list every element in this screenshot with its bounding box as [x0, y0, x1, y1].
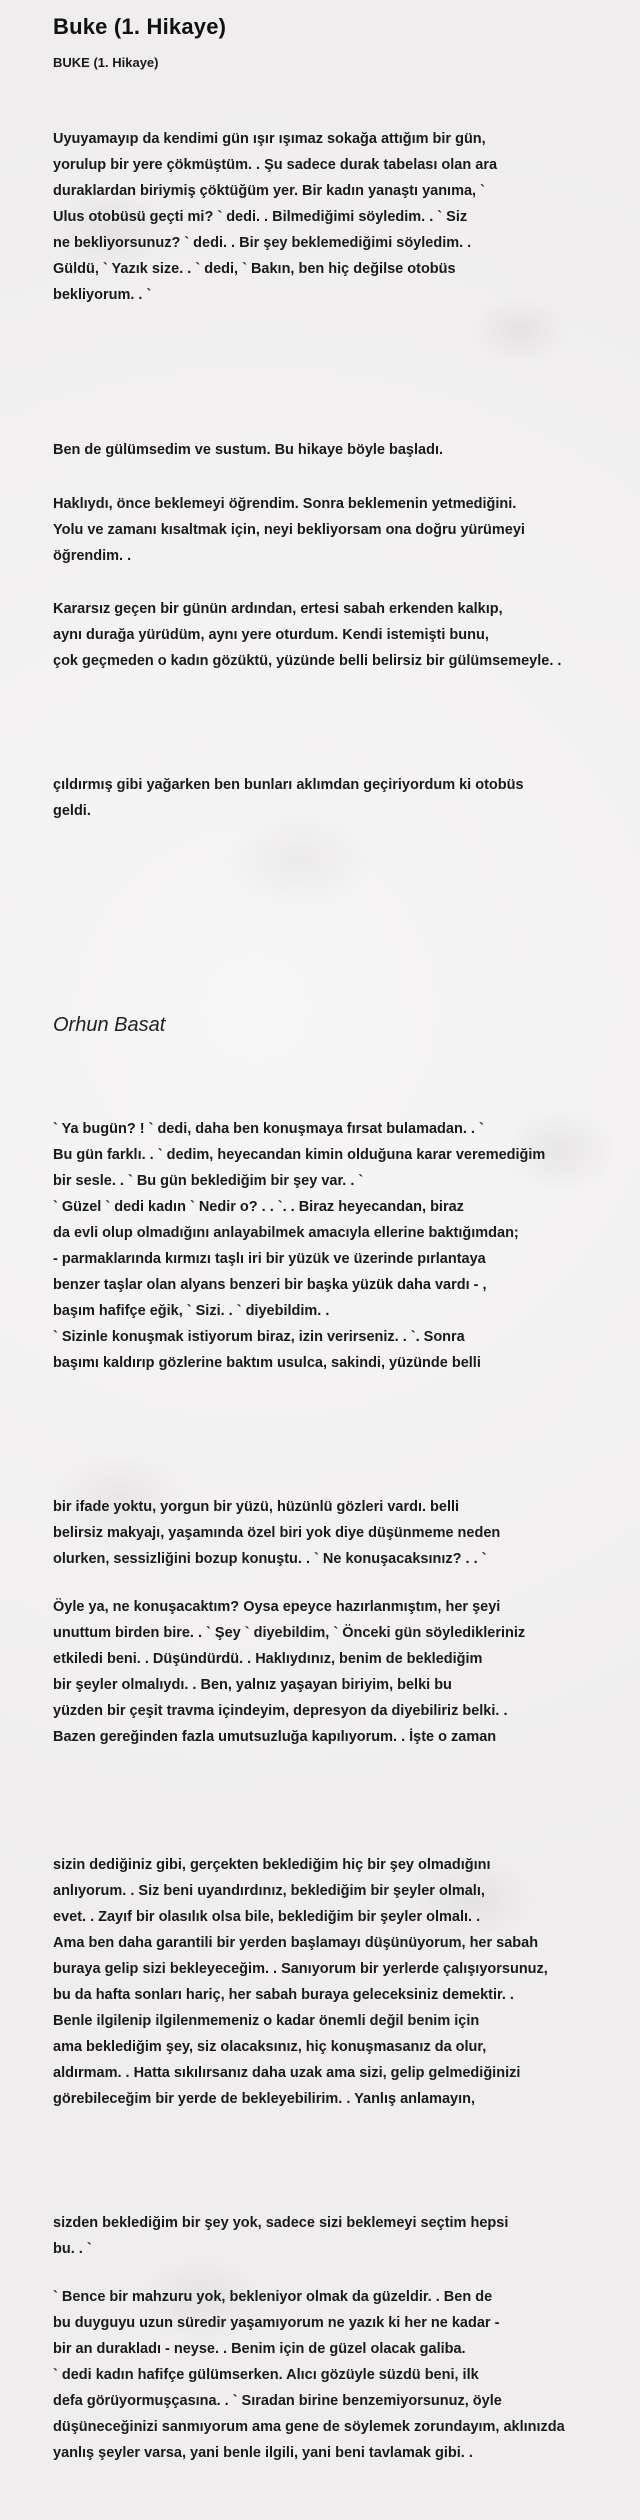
text-line: başımı kaldırıp gözlerine baktım usulca, sakindi, yüzünde belli	[53, 1355, 481, 1371]
text-line: öğrendim. .	[53, 548, 132, 564]
text-line: - parmaklarında kırmızı taşlı iri bir yüzük ve üzerinde pırlantaya	[53, 1251, 486, 1267]
text-line: defa görüyormuşçasına. . ` Sıradan birine benzemiyorsunuz, öyle	[53, 2393, 502, 2409]
paragraph	[53, 491, 623, 569]
text-line: bir an durakladı - neyse. . Benim için de güzel olacak galiba.	[53, 2341, 466, 2357]
text-line: buraya gelip sizi bekleyeceğim. . Sanıyorum bir yerlerde çalışıyorsunuz,	[53, 1961, 548, 1977]
text-line: Kararsız geçen bir günün ardından, ertesi sabah erkenden kalkıp,	[53, 601, 503, 617]
text-line: yüzden bir çeşit travma içindeyim, depresyon da diyebiliriz belki. .	[53, 1703, 508, 1719]
text-line: Yolu ve zamanı kısaltmak için, neyi bekliyorsam ona doğru yürümeyi	[53, 522, 525, 538]
paragraph	[53, 1494, 623, 1572]
text-line: olurken, sessizliğini bozup konuştu. . ` Ne konuşacaksınız? . . `	[53, 1551, 487, 1567]
text-line: yorulup bir yere çökmüştüm. . Şu sadece durak tabelası olan ara	[53, 157, 498, 173]
paragraph	[53, 1852, 623, 2112]
page-title: Buke (1. Hikaye)	[53, 14, 227, 39]
text-line: unuttum birden bire. . ` Şey ` diyebildim, ` Önceki gün söyledikleriniz	[53, 1625, 526, 1641]
paragraph	[53, 437, 623, 463]
text-line: evet. . Zayıf bir olasılık olsa bile, beklediğim bir şeyler olmalı. .	[53, 1909, 481, 1925]
text-line: etkiledi beni. . Düşündürdü. . Haklıydınız, benim de beklediğim	[53, 1651, 483, 1667]
text-line: da evli olup olmadığını anlayabilmek amacıyla ellerine baktığımdan;	[53, 1225, 519, 1241]
paragraph	[53, 2284, 623, 2466]
text-line: Öyle ya, ne konuşacaktım? Oysa epeyce hazırlanmıştım, her şeyi	[53, 1599, 501, 1615]
text-line: aldırmam. . Hatta sıkılırsanız daha uzak ama sizi, gelip gelmediğinizi	[53, 2065, 521, 2081]
text-line: belirsiz makyajı, yaşamında özel biri yok diye düşünmeme neden	[53, 1525, 501, 1541]
text-line: duraklardan biriymiş çöktüğüm yer. Bir kadın yanaştı yanıma, `	[53, 183, 485, 199]
text-line: çıldırmış gibi yağarken ben bunları aklımdan geçiriyordum ki otobüs	[53, 777, 524, 793]
text-line: ` dedi kadın hafifçe gülümserken. Alıcı gözüyle süzdü beni, ilk	[53, 2367, 479, 2383]
text-line: Bu gün farklı. . ` dedim, heyecandan kimin olduğuna karar veremediğim	[53, 1147, 546, 1163]
text-line: ` Sizinle konuşmak istiyorum biraz, izin verirseniz. . `. Sonra	[53, 1329, 465, 1345]
text-line: bekliyorum. . `	[53, 287, 152, 303]
text-line: bu. . `	[53, 2241, 92, 2257]
text-line: Haklıydı, önce beklemeyi öğrendim. Sonra beklemenin yetmediğini.	[53, 496, 517, 512]
text-line: çok geçmeden o kadın gözüktü, yüzünde belli belirsiz bir gülümsemeyle. .	[53, 653, 562, 669]
text-line: ` Ya bugün? ! ` dedi, daha ben konuşmaya fırsat bulamadan. . `	[53, 1121, 484, 1137]
text-line: bir şeyler olmalıydı. . Ben, yalnız yaşayan biriyim, belki bu	[53, 1677, 452, 1693]
text-line: Ben de gülümsedim ve sustum. Bu hikaye böyle başladı.	[53, 442, 443, 458]
text-line: görebileceğim bir yerde de bekleyebilirim. . Yanlış anlamayın,	[53, 2091, 476, 2107]
text-line: bir ifade yoktu, yorgun bir yüzü, hüzünlü gözleri vardı. belli	[53, 1499, 460, 1515]
paragraph	[53, 2210, 623, 2262]
text-line: sizden beklediğim bir şey yok, sadece sizi beklemeyi seçtim hepsi	[53, 2215, 509, 2231]
text-line: ` Güzel ` dedi kadın ` Nedir o? . . `. . Biraz heyecandan, biraz	[53, 1199, 464, 1215]
text-line: bu da hafta sonları hariç, her sabah buraya geleceksiniz demektir. .	[53, 1987, 514, 2003]
paragraph	[53, 126, 623, 308]
text-line: Benle ilgilenip ilgilenmemeniz o kadar önemli değil benim için	[53, 2013, 480, 2029]
text-line: bir sesle. . ` Bu gün beklediğim bir şey var. . `	[53, 1173, 364, 1189]
text-line: Ama ben daha garantili bir yerden başlamayı düşünüyorum, her sabah	[53, 1935, 539, 1951]
paragraph	[53, 596, 623, 674]
text-line: aynı durağa yürüdüm, aynı yere oturdum. Kendi istemişti bunu,	[53, 627, 489, 643]
text-line: Güldü, ` Yazık size. . ` dedi, ` Bakın, ben hiç değilse otobüs	[53, 261, 456, 277]
story-subtitle: BUKE (1. Hikaye)	[53, 55, 159, 70]
text-line: ne bekliyorsunuz? ` dedi. . Bir şey beklemediğimi söyledim. .	[53, 235, 472, 251]
text-line: Uyuyamayıp da kendimi gün ışır ışımaz sokağa attığım bir gün,	[53, 131, 486, 147]
text-line: yanlış şeyler varsa, yani benle ilgili, yani beni tavlamak gibi. .	[53, 2445, 473, 2461]
paragraph	[53, 772, 623, 824]
text-line: sizin dediğiniz gibi, gerçekten beklediğim hiç bir şey olmadığını	[53, 1857, 491, 1873]
text-line: ama beklediğim şey, siz olacaksınız, hiç konuşmasanız da olur,	[53, 2039, 487, 2055]
text-line: düşüneceğinizi sanmıyorum ama gene de söylemek zorundayım, aklınızda	[53, 2419, 565, 2435]
text-line: benzer taşlar olan alyans benzeri bir başka yüzük daha vardı - ,	[53, 1277, 487, 1293]
text-line: Ulus otobüsü geçti mi? ` dedi. . Bilmediğimi söyledim. . ` Siz	[53, 209, 468, 225]
text-line: Bazen gereğinden fazla umutsuzluğa kapılıyorum. . İşte o zaman	[53, 1729, 497, 1745]
text-line: anlıyorum. . Siz beni uyandırdınız, beklediğim bir şeyler olmalı,	[53, 1883, 485, 1899]
paragraph	[53, 1116, 623, 1376]
text-line: ` Bence bir mahzuru yok, bekleniyor olmak da güzeldir. . Ben de	[53, 2289, 493, 2305]
author-name: Orhun Basat	[53, 1014, 166, 1036]
text-line: geldi.	[53, 803, 91, 819]
paragraph	[53, 1594, 623, 1750]
text-line: başım hafifçe eğik, ` Sizi. . ` diyebildim. .	[53, 1303, 330, 1319]
text-line: bu duyguyu uzun süredir yaşamıyorum ne yazık ki her ne kadar -	[53, 2315, 500, 2331]
